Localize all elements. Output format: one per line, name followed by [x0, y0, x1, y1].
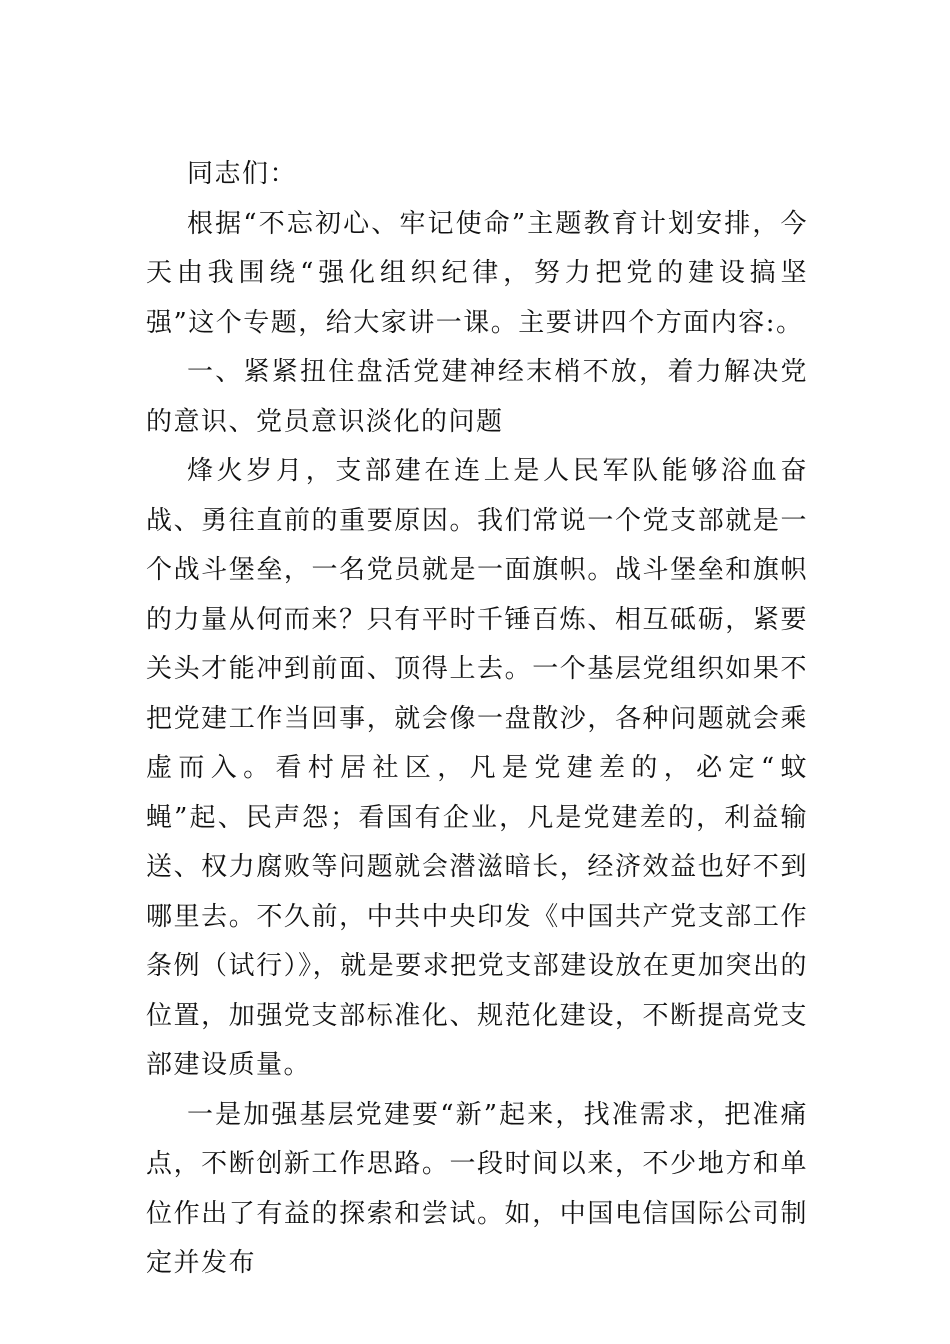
- body-paragraph: 烽火岁月，支部建在连上是人民军队能够浴血奋战、勇往直前的重要原因。我们常说一个党支部就是一个战斗堡垒，一名党员就是一面旗帜。战斗堡垒和旗帜的力量从何而来？只有平时千锤百炼、相互砥砺，紧要关头才能冲到前面、顶得上去。一个基层党组织如果不把党建工作当回事，就会像一盘散沙，各种问题就会乘虚而入。看村居社区，凡是党建差的，必定“蚊蝇”起、民声怨；看国有企业，凡是党建差的，利益输送、权力腐败等问题就会潜滋暗长，经济效益也好不到哪里去。不久前，中共中央印发《中国共产党支部工作条例（试行）》，就是要求把党支部建设放在更加突出的位置，加强党支部标准化、规范化建设，不断提高党支部建设质量。: [146, 456, 808, 1080]
- document-body: [146, 150, 808, 1289]
- section-heading-1: 一、紧紧扭住盘活党建神经末梢不放，着力解决党的意识、党员意识淡化的问题: [146, 357, 808, 437]
- intro-paragraph: 根据“不忘初心、牢记使命”主题教育计划安排，今天由我围绕“强化组织纪律，努力把党的建设搞坚强”这个专题，给大家讲一课。主要讲四个方面内容:。: [146, 208, 808, 338]
- salutation: 同志们：: [187, 159, 298, 189]
- body-paragraph-2: 一是加强基层党建要“新”起来，找准需求，把准痛点，不断创新工作思路。一段时间以来，不少地方和单位作出了有益的探索和尝试。如，中国电信国际公司制定并发布: [146, 1099, 808, 1278]
